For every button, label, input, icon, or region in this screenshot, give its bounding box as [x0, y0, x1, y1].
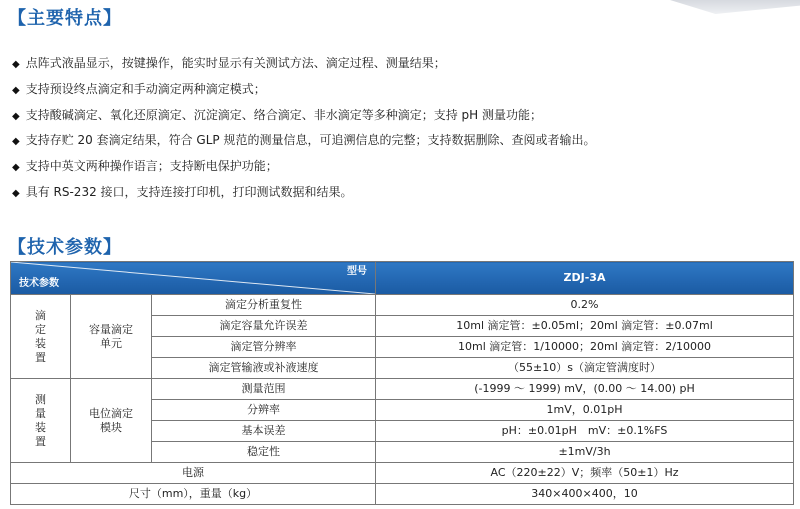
feature-item — [12, 51, 595, 77]
device-group-measurement: 测 量 装 置 — [11, 379, 71, 463]
value-cell: 1mV，0.01pH — [376, 400, 794, 421]
value-cell-power: AC（220±22）V；频率（50±1）Hz — [376, 463, 794, 484]
spec-table — [10, 261, 794, 505]
diamond-bullet-icon: ◆ — [12, 187, 20, 199]
table-row — [11, 379, 794, 400]
feature-text: 支持酸碱滴定、氧化还原滴定、沉淀滴定、络合滴定、非水滴定等多种滴定；支持 pH 测量功能； — [25, 107, 542, 122]
diamond-bullet-icon: ◆ — [12, 162, 20, 174]
diagonal-line — [11, 262, 375, 294]
feature-item — [12, 180, 595, 206]
feature-text: 支持中英文两种操作语言；支持断电保护功能； — [25, 159, 278, 174]
feature-text: 具有 RS-232 接口，支持连接打印机，打印测试数据和结果。 — [25, 184, 353, 199]
header-model-label: 型号 — [347, 266, 368, 277]
param-cell: 稳定性 — [152, 442, 376, 463]
bracket-left: 【 — [8, 237, 27, 258]
bracket-right: 】 — [103, 8, 122, 29]
section-title-features — [8, 4, 122, 30]
value-cell: （55±10）s（滴定管满度时） — [376, 358, 794, 379]
specs-title-text: 技术参数 — [27, 237, 103, 258]
table-row — [11, 463, 794, 484]
value-cell: 10ml 滴定管：1/10000；20ml 滴定管：2/10000 — [376, 337, 794, 358]
feature-text: 点阵式液晶显示，按键操作，能实时显示有关测试方法、滴定过程、测量结果； — [25, 56, 446, 70]
features-title-text: 主要特点 — [27, 8, 103, 29]
unit-group-potentiometric: 电位滴定 模块 — [71, 379, 152, 463]
feature-item — [12, 77, 595, 103]
table-row — [11, 484, 794, 505]
diamond-bullet-icon: ◆ — [12, 110, 20, 122]
feature-item — [12, 154, 595, 180]
value-cell-size: 340×400×400，10 — [376, 484, 794, 505]
header-model-value: ZDJ-3A — [376, 262, 794, 295]
param-cell: 滴定管输液或补液速度 — [152, 358, 376, 379]
value-cell: pH：±0.01pH mV：±0.1%FS — [376, 421, 794, 442]
value-cell: 0.2% — [376, 295, 794, 316]
param-cell-size: 尺寸（mm），重量（kg） — [11, 484, 376, 505]
feature-text: 支持存贮 20 套滴定结果，符合 GLP 规范的测量信息，可追溯信息的完整；支持数据删除、查阅或者输出。 — [25, 133, 596, 148]
value-cell: (-1999 ～ 1999) mV，(0.00 ～ 14.00) pH — [376, 379, 794, 400]
param-cell: 基本误差 — [152, 421, 376, 442]
header-diagonal-cell — [11, 262, 376, 295]
table-row — [11, 295, 794, 316]
diamond-bullet-icon: ◆ — [12, 84, 20, 96]
header-param-label: 技术参数 — [19, 278, 59, 289]
param-cell: 滴定管分辨率 — [152, 337, 376, 358]
diamond-bullet-icon: ◆ — [12, 136, 20, 148]
param-cell: 滴定容量允许误差 — [152, 316, 376, 337]
param-cell: 分辨率 — [152, 400, 376, 421]
param-cell: 测量范围 — [152, 379, 376, 400]
value-cell: ±1mV/3h — [376, 442, 794, 463]
corner-decoration — [670, 0, 800, 14]
section-title-specs — [8, 233, 122, 259]
value-cell: 10ml 滴定管：±0.05ml；20ml 滴定管：±0.07ml — [376, 316, 794, 337]
param-cell-power: 电源 — [11, 463, 376, 484]
unit-group-volumetric: 容量滴定 单元 — [71, 295, 152, 379]
feature-list — [12, 51, 595, 206]
feature-text: 支持预设终点滴定和手动滴定两种滴定模式； — [25, 81, 266, 96]
feature-item — [12, 128, 595, 154]
feature-item — [12, 103, 595, 129]
device-group-titration: 滴 定 装 置 — [11, 295, 71, 379]
table-header-row — [11, 262, 794, 295]
diamond-bullet-icon: ◆ — [12, 59, 20, 70]
bracket-right: 】 — [103, 237, 122, 258]
bracket-left: 【 — [8, 8, 27, 29]
param-cell: 滴定分析重复性 — [152, 295, 376, 316]
